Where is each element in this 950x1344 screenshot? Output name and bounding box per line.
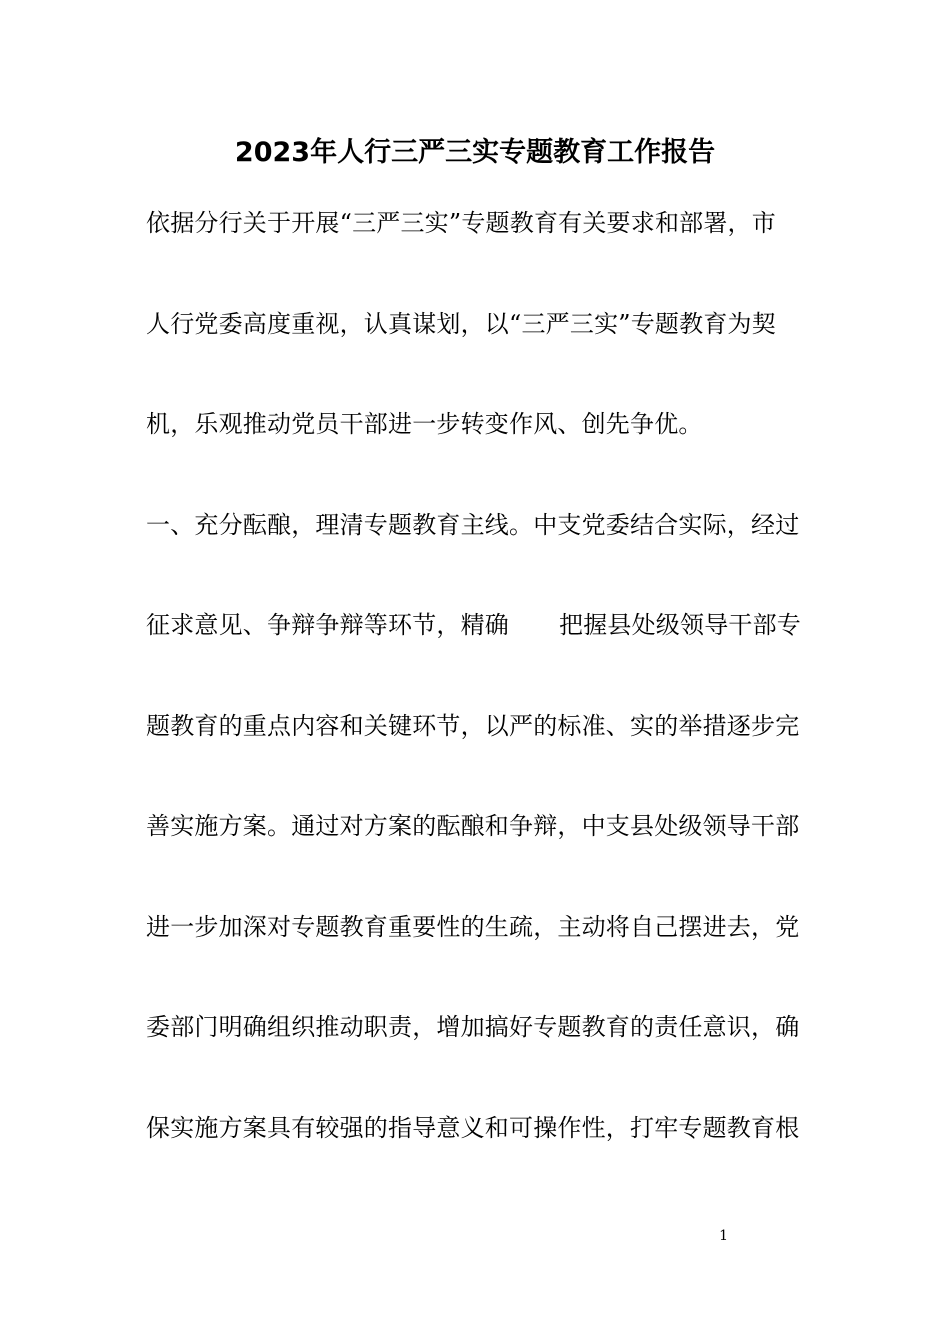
body-line-segment: 征求意见、争辩争辩等环节，精确 [146, 611, 509, 639]
document-body [146, 197, 806, 1202]
body-line: 善实施方案。通过对方案的酝酿和争辩，中支县处级领导干部 [146, 812, 800, 840]
body-line: 依据分行关于开展“三严三实”专题教育有关要求和部署，市 [146, 209, 776, 237]
body-line: 题教育的重点内容和关键环节，以严的标准、实的举措逐步完 [146, 711, 800, 740]
page-number: 1 [719, 1228, 728, 1244]
body-line: 进一步加深对专题教育重要性的生疏，主动将自己摆进去，党 [146, 912, 800, 941]
body-line: 委部门明确组织推动职责，增加搞好专题教育的责任意识，确 [146, 1013, 800, 1041]
body-line: 人行党委高度重视，认真谋划，以“三严三实”专题教育为契 [146, 309, 776, 338]
body-line: 保实施方案具有较强的指导意义和可操作性，打牢专题教育根 [146, 1113, 800, 1142]
body-line-segment: 把握县处级领导干部专 [559, 611, 801, 639]
body-line: 一、充分酝酿，理清专题教育主线。中支党委结合实际，经过 [146, 510, 800, 539]
document-title: 2023年人行三严三实专题教育工作报告 [234, 137, 716, 168]
body-line [146, 599, 806, 700]
body-line: 机，乐观推动党员干部进一步转变作风、创先争优。 [146, 410, 703, 438]
